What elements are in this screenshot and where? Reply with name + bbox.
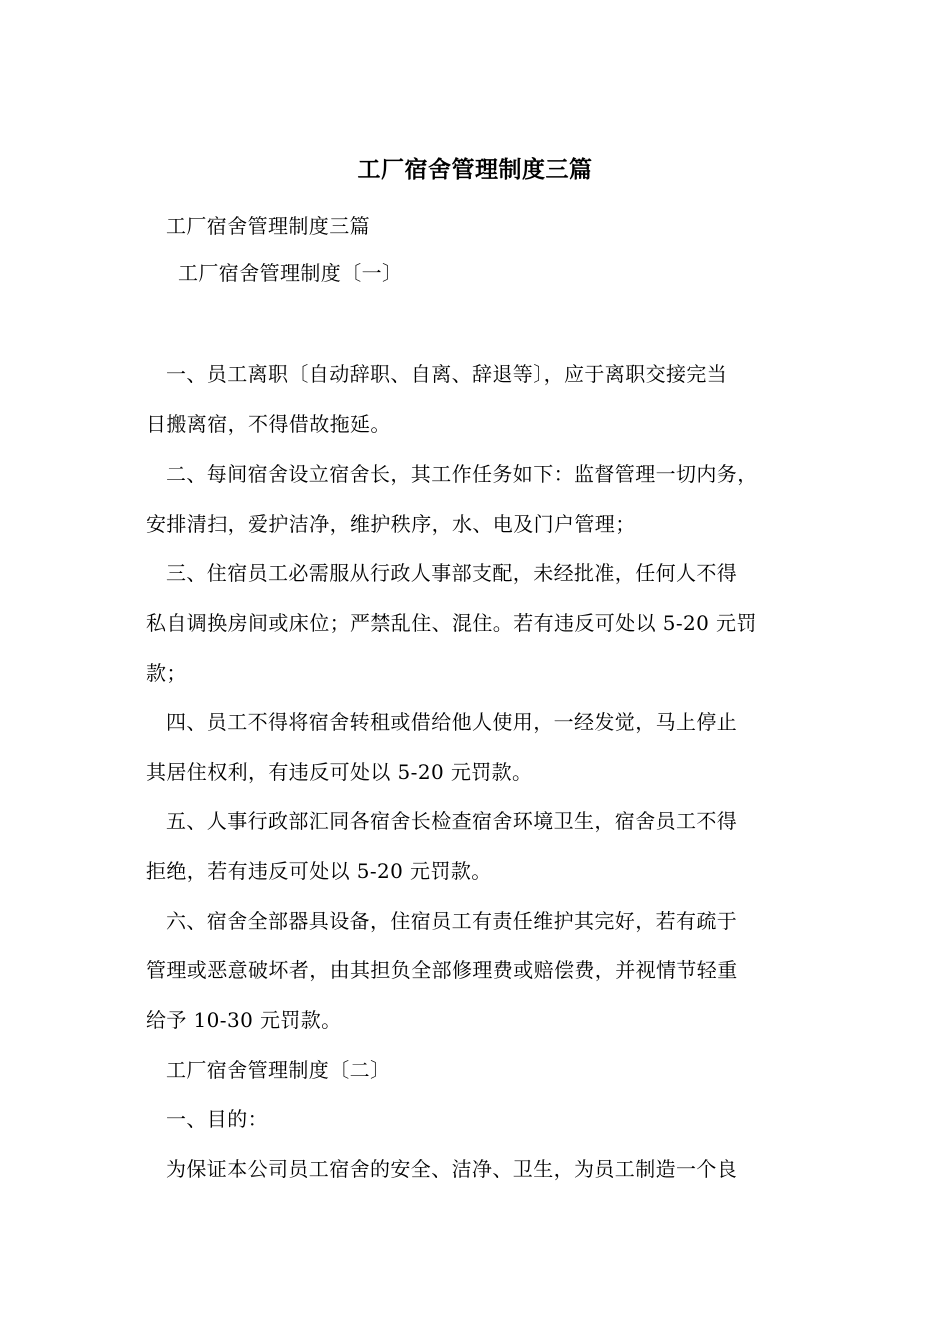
paragraph-line: 为保证本公司员工宿舍的安全、洁净、卫生，为员工制造一个良	[166, 1157, 738, 1181]
document-title: 工厂宿舍管理制度三篇	[357, 156, 593, 183]
paragraph-line: 给予 10-30 元罚款。	[146, 1008, 342, 1032]
paragraph-line: 四、员工不得将宿舍转租或借给他人使用，一经发觉，马上停止	[166, 710, 738, 734]
paragraph-line: 管理或恶意破坏者，由其担负全部修理费或赔偿费，并视情节轻重	[146, 958, 738, 982]
paragraph-line: 其居住权利，有违反可处以 5-20 元罚款。	[146, 760, 533, 784]
paragraph-line: 二、每间宿舍设立宿舍长，其工作任务如下：监督管理一切内务，	[166, 462, 758, 486]
paragraph-line: 三、住宿员工必需服从行政人事部支配，未经批准，任何人不得	[166, 561, 738, 585]
paragraph-line: 拒绝，若有违反可处以 5-20 元罚款。	[146, 859, 492, 883]
paragraph-line: 六、宿舍全部器具设备，住宿员工有责任维护其完好，若有疏于	[166, 909, 738, 933]
subtitle-line: 工厂宿舍管理制度三篇	[166, 214, 370, 238]
paragraph-line: 五、人事行政部汇同各宿舍长检查宿舍环境卫生，宿舍员工不得	[166, 809, 738, 833]
paragraph-line: 一、目的：	[166, 1107, 268, 1131]
section-heading-2: 工厂宿舍管理制度〔二〕	[166, 1058, 391, 1082]
section-heading-1: 工厂宿舍管理制度〔一〕	[178, 261, 403, 285]
paragraph-line: 私自调换房间或床位；严禁乱住、混住。若有违反可处以 5-20 元罚	[146, 611, 757, 635]
paragraph-line: 款；	[146, 661, 187, 685]
paragraph-line: 一、员工离职〔自动辞职、自离、辞退等〕，应于离职交接完当	[166, 362, 728, 386]
paragraph-line: 安排清扫，爱护洁净，维护秩序，水、电及门户管理；	[146, 512, 636, 536]
paragraph-line: 日搬离宿，不得借故拖延。	[146, 412, 391, 436]
